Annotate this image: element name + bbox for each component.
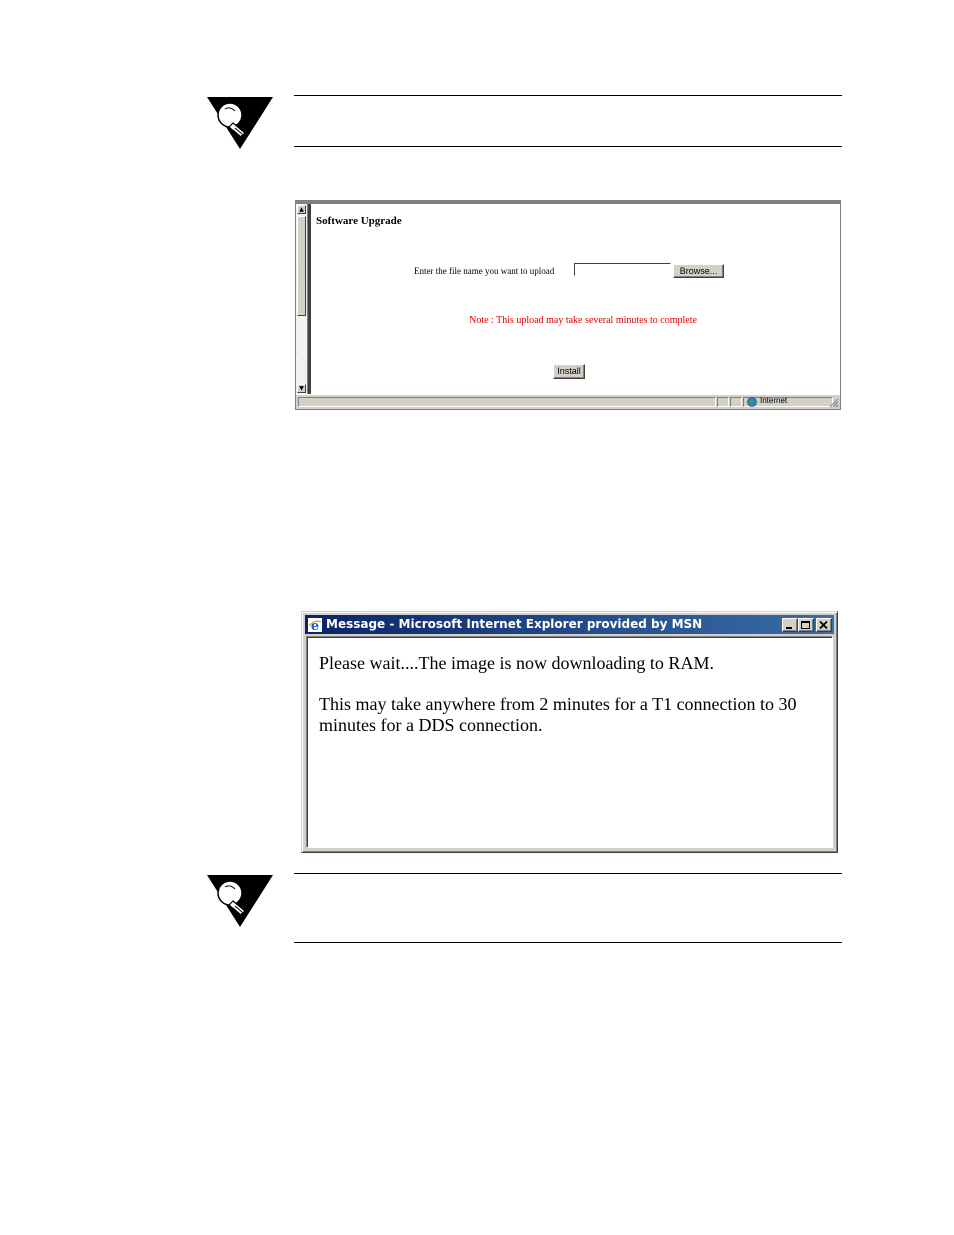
message-line-1: Please wait....The image is now downloading to RAM.: [319, 653, 714, 673]
message-content: [306, 636, 833, 848]
window-title-bar[interactable]: [305, 615, 834, 634]
status-zone: Internet: [760, 396, 788, 405]
page-title: Software Upgrade: [316, 215, 402, 227]
globe-icon: [747, 397, 757, 407]
lightbulb-note-icon: [205, 95, 275, 151]
close-icon: [819, 621, 829, 630]
note-rule-bottom-2: [294, 942, 842, 943]
note-rule-top-2: [294, 873, 842, 874]
scrollbar-thumb[interactable]: [297, 216, 306, 316]
scroll-up-arrow-icon[interactable]: ▲: [297, 205, 306, 214]
minimize-button[interactable]: [782, 618, 798, 632]
status-bar: [296, 394, 840, 409]
file-prompt-label: Enter the file name you want to upload: [414, 266, 555, 276]
upload-note: Note : This upload may take several minutes to complete: [469, 315, 697, 326]
install-button[interactable]: Install: [553, 364, 585, 379]
lightbulb-note-icon: [205, 873, 275, 929]
close-button[interactable]: [816, 618, 832, 632]
resize-grip-icon[interactable]: [829, 398, 839, 408]
note-rule-top-1: [294, 95, 842, 96]
file-name-input[interactable]: [574, 263, 671, 276]
window-title: Message - Microsoft Internet Explorer provided by MSN: [326, 617, 703, 631]
browse-button[interactable]: Browse...: [673, 264, 724, 278]
minimize-icon: [785, 621, 795, 630]
vertical-scrollbar[interactable]: [296, 204, 308, 395]
maximize-icon: [801, 621, 811, 630]
software-upgrade-screenshot: [295, 200, 841, 410]
scroll-down-arrow-icon[interactable]: ▼: [297, 384, 306, 393]
message-line-2: This may take anywhere from 2 minutes for a T1 connection to 30 minutes for a DDS connection.: [319, 694, 797, 735]
internet-explorer-icon: [307, 617, 323, 633]
message-window: [301, 611, 838, 853]
note-rule-bottom-1: [294, 146, 842, 147]
svg-text:e: e: [310, 619, 320, 633]
maximize-button[interactable]: [798, 618, 814, 632]
